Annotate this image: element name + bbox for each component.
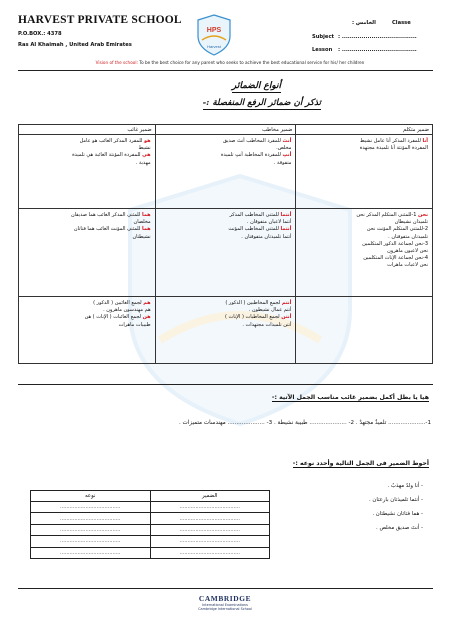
pronoun-highlight: هن [142,314,151,321]
cell-line [160,234,292,241]
example-text: مهذبة . [135,159,151,166]
table-row [19,297,433,364]
cell-line [23,300,151,307]
pronoun-highlight: هما [141,212,151,218]
answer-row [31,536,270,547]
class-value: : الخامس [352,20,376,26]
svg-text:HPS: HPS [206,27,222,34]
class-label: Classe [392,20,411,26]
answer-row [31,524,270,535]
example-text: للمثنى المؤنث الغائب هما فتاتان [73,226,142,233]
cell-line [23,219,151,226]
table-row [19,135,433,209]
pronoun-highlight: هي [142,152,151,159]
example-text: للمفرد المخاطب أنتَ صديق [222,138,283,144]
cell-line [160,226,292,233]
header-divider [18,70,433,71]
example-text: لجمع المخاطبين ( الذكور ) [225,300,282,306]
table-cell [296,297,433,364]
example-text: للمثنى المخاطب المذكر [229,212,281,218]
pronoun-highlight: أنتما [280,226,292,233]
cell-line [300,241,428,248]
table-cell [19,297,156,364]
cell-line [23,145,151,152]
example-text: للمفرد المذكر الغائب هو عامل [79,138,145,144]
example-text: أنتما تلميذتان متفوقتان . [241,233,292,240]
cell-line [300,219,428,226]
table-cell [296,209,433,297]
cell-line [23,226,151,233]
cell-line [300,234,428,241]
answer-table [30,490,270,559]
lesson-field: : ...................................... [338,47,417,53]
cell-line [160,152,292,159]
svg-text:Harvest: Harvest [207,44,221,49]
cell-line [23,322,151,329]
answer-cell[interactable]: ...................................... [150,547,270,558]
table-header-row [19,125,433,135]
cell-line [300,145,428,152]
cell-line [23,314,151,321]
example-text: 3-نحن لجماعة الذكور المتكلمين [362,240,428,247]
example-text: 4-نحن لجماعة الإناث المتكلمين [363,255,428,262]
example-text: لجمع الغائبين ( الذكور ) [93,300,144,306]
table-cell [19,135,156,209]
school-vision [30,60,430,65]
example-text: 2-للمثنى المتكلم المؤنث نحن [366,226,428,233]
answer-cell[interactable]: ...................................... [150,502,270,513]
cell-line [23,234,151,241]
answer-cell[interactable]: ...................................... [31,502,151,513]
answer-cell[interactable]: ...................................... [150,513,270,524]
cell-line [300,255,428,262]
example-text: للمفرد المذكر أنا عامل نشيط [360,138,423,144]
pronoun-highlight: أنتِ [282,152,292,159]
example-text: أنتن تلميذات مجتهدات . [242,321,292,328]
example-text: نشيطتان [132,233,151,240]
example-text: للمفردة المخاطبة أنتِ تلميذة [220,152,283,159]
example-text: متفوقة . [273,159,292,166]
example-text: أنتم عمال نشيطون . [248,307,292,314]
subject-field: : ...................................... [338,34,417,40]
exercise2-sentence: - أنتما تلميذتان بارعتان . [368,497,423,503]
exercise2-title: أحوط الضمير فى الجمل التالية وأحدد نوعه :- [292,460,429,467]
example-text: للمثنى المذكر الغائب هما صديقان [70,212,142,218]
answer-header-row [31,491,270,502]
example-text: نشيط [138,145,151,152]
table-cell [155,135,296,209]
example-text: 1-للمثنى المتكلم المذكر نحن [356,212,419,218]
cambridge-line1: International Examinations [202,603,248,607]
pronoun-highlight: أنا [422,138,428,144]
answer-cell[interactable]: ...................................... [150,524,270,535]
answer-cell[interactable]: ...................................... [150,536,270,547]
example-text: تلميذتان متفوقتان . [388,233,428,240]
answer-cell[interactable]: ...................................... [31,524,151,535]
answer-row [31,547,270,558]
answer-cell[interactable]: ...................................... [31,536,151,547]
table-cell [296,135,433,209]
cambridge-name: CAMBRIDGE [198,594,252,603]
exercise-divider [18,384,433,385]
school-pobox: P.O.BOX.: 4378 [18,31,62,37]
cell-line [23,138,151,145]
table-cell [155,209,296,297]
answer-header-type: نوعه [31,491,151,502]
cell-line [300,212,428,219]
footer-divider [18,588,433,589]
pronoun-highlight: هم [143,300,151,306]
section-subtitle: تذكر أن ضمائر الرفع المنفصلة :- [202,98,321,108]
cell-line [23,307,151,314]
exercise2-sentence: - أنا ولدٌ مهذبٌ . [387,483,423,489]
pronoun-highlight: نحن [418,212,428,218]
cell-line [23,152,151,159]
cell-line [300,226,428,233]
cambridge-line2: Cambridge International School [198,607,252,611]
exercise1-title: هيا يا بطل أكمل بضمير غائب مناسب الجمل الآتية :- [271,394,429,401]
vision-text: To be the best choice for any parent who seeks to achieve the best educational service for his/ her children [139,60,365,65]
example-text: أنتما لاعبان متفوقان . [246,219,292,226]
pronoun-highlight: أنتما [280,212,292,218]
school-logo [196,14,232,56]
cell-line [23,212,151,219]
example-text: مخلص. [276,145,292,152]
pronoun-highlight: هو [144,138,151,144]
cell-line [160,138,292,145]
example-text: طبيبات ماهرات [118,321,151,328]
cambridge-logo [170,594,280,614]
pronoun-highlight: أنتن [281,314,292,321]
example-text: المفردة المؤنثة أنا تلميذة مجتهدة [359,145,428,152]
exercise1-items: 1-..................... تلميذٌ مجتهدٌ . 2- ..................... طبيبة نشيطة . 3- ..................... مهندسات متميزات . [178,420,431,426]
page-title: أنواع الضمائر [231,81,281,91]
example-text: مخلصان [133,219,151,226]
example-text: لجمع الغائبات ( الإناث ) هن [84,314,143,321]
header-addressee: ضمير مخاطب [155,125,296,135]
cell-line [160,160,292,167]
header-absent: ضمير غائب [19,125,156,135]
header-speaker: ضمير متكلم [296,125,433,135]
example-text: هم مهندسون ماهرون . [103,307,151,314]
vision-label: Vision of the school: [95,60,138,65]
cell-line [23,160,151,167]
example-text: للمفردة المؤنثة الغائبة هي تلميذة [72,152,143,159]
pronoun-highlight: أنتم [281,300,292,306]
pronouns-table [18,124,433,364]
answer-cell[interactable]: ...................................... [31,513,151,524]
pronoun-highlight: هما [141,226,151,233]
subject-label: Subject [312,34,334,40]
example-text: تلميذان نشيطان [394,219,428,226]
answer-row [31,513,270,524]
example-text: نحن لاعبون ماهرون [387,248,428,255]
table-cell [155,297,296,364]
school-address: Ras Al Khaimah , United Arab Emirates [18,42,132,48]
example-text: لجمع المخاطبات ( الإناث ) [224,314,282,321]
exercise2-sentence: - أنتَ صديق مخلص . [376,525,423,531]
answer-cell[interactable]: ...................................... [31,547,151,558]
answer-row [31,502,270,513]
answer-header-pronoun: الضمير [150,491,270,502]
table-row [19,209,433,297]
school-name: HARVEST PRIVATE SCHOOL [18,14,182,26]
cell-line [160,322,292,329]
example-text: للمثنى المخاطب المؤنث [228,226,281,233]
cell-line [160,314,292,321]
example-text: نحن لاعبات ماهرات [387,262,428,269]
cell-line [300,248,428,255]
cell-line [300,262,428,269]
table-cell [19,209,156,297]
pronoun-highlight: أنتَ [282,138,292,144]
lesson-label: Lesson [312,47,333,53]
exercise2-sentence: - هما فتاتان نشيطتان . [372,511,423,517]
